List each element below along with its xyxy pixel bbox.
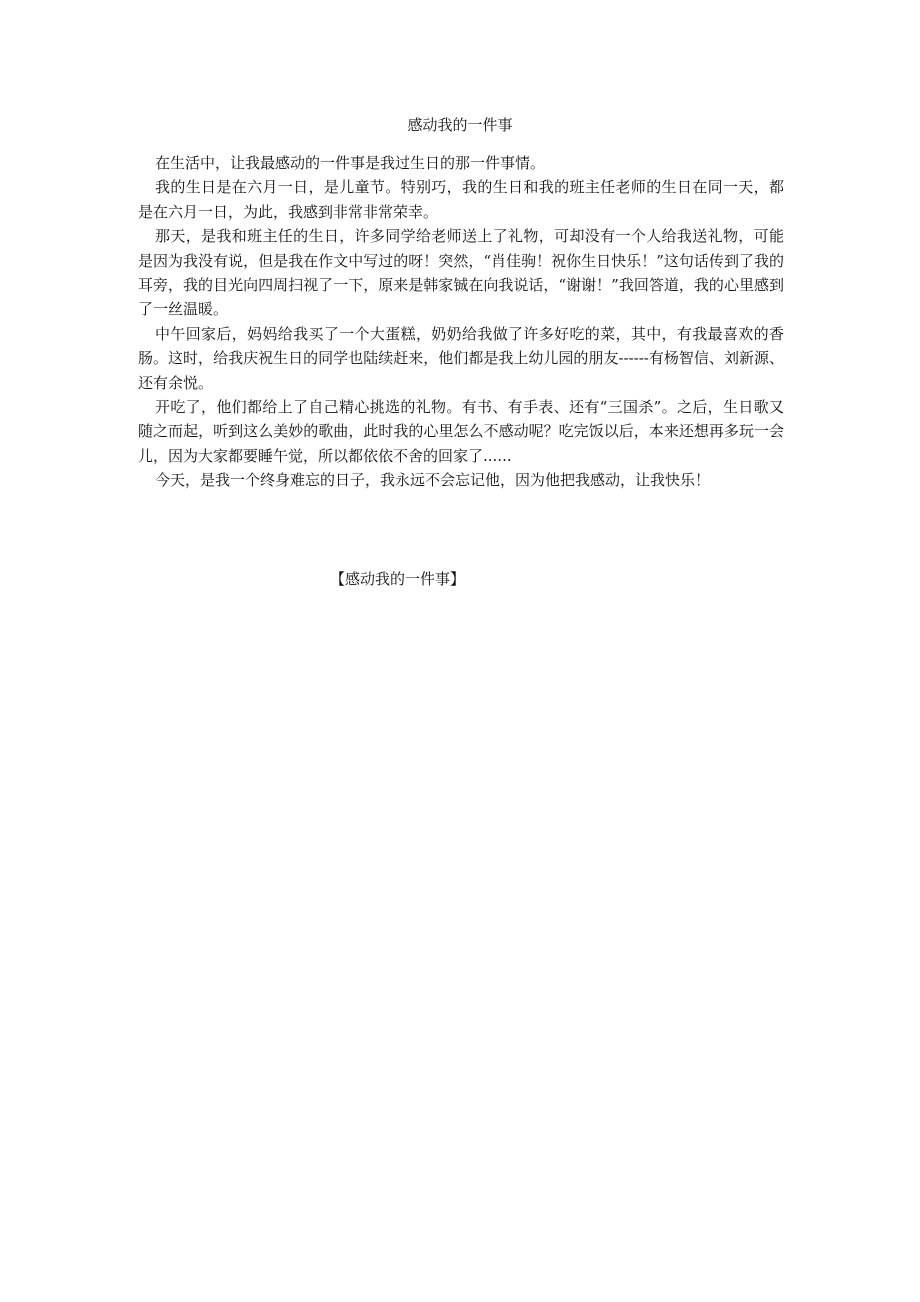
document-title: 感动我的一件事 xyxy=(407,116,513,134)
paragraph-2: 我的生日是在六月一日，是儿童节。特别巧，我的生日和我的班主任老师的生日在同一天，都是在六月一日，为此，我感到非常非常荣幸。 xyxy=(138,178,784,221)
footer-title: 【感动我的一件事】 xyxy=(330,570,466,588)
paragraph-4: 中午回家后，妈妈给我买了一个大蛋糕，奶奶给我做了许多好吃的菜，其中，有我最喜欢的香肠。这时，给我庆祝生日的同学也陆续赶来，他们都是我上幼儿园的朋友------有杨智信、刘新源、还有余悦。 xyxy=(138,324,784,392)
article-body xyxy=(138,151,784,493)
paragraph-6: 今天，是我一个终身难忘的日子，我永远不会忘记他，因为他把我感动，让我快乐！ xyxy=(155,471,711,490)
paragraph-1: 在生活中，让我最感动的一件事是我过生日的那一件事情。 xyxy=(155,154,546,172)
paragraph-5: 开吃了，他们都给上了自己精心挑选的礼物。有书、有手表、还有“三国杀”。之后，生日歌又随之而起，听到这么美妙的歌曲，此时我的心里怎么不感动呢？吃完饭以后，本来还想再多玩一会儿，因为大家都要睡午觉，所以都依依不舍的回家了...... xyxy=(138,398,784,465)
paragraph-3: 那天，是我和班主任的生日，许多同学给老师送上了礼物，可却没有一个人给我送礼物，可能是因为我没有说，但是我在作文中写过的呀！突然，“肖佳驹！祝你生日快乐！”这句话传到了我的耳旁，我的目光向四周扫视了一下，原来是韩家铖在向我说话，“谢谢！”我回答道，我的心里感到了一丝温暖。 xyxy=(138,227,784,319)
